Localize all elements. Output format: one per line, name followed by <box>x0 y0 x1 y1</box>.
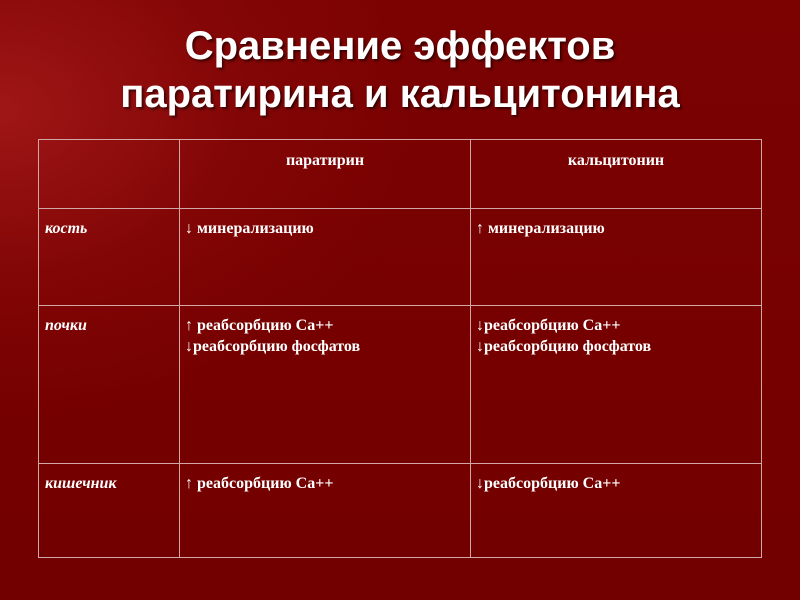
row-label-bone: кость <box>39 209 180 306</box>
row-label-kidneys: почки <box>39 306 180 464</box>
cell-line: ↑ реабсорбцию Са++ <box>185 317 334 334</box>
cell-kidneys-paratyrin <box>180 306 471 464</box>
cell-kidneys-calcitonin <box>471 306 762 464</box>
cell-line: ↑ реабсорбцию Са++ <box>185 475 334 492</box>
header-empty-cell <box>39 140 180 209</box>
cell-line: ↓реабсорбцию фосфатов <box>185 338 361 355</box>
cell-line: ↓реабсорбцию Са++ <box>476 475 621 492</box>
comparison-table <box>38 139 762 558</box>
header-calcitonin: кальцитонин <box>471 140 762 209</box>
cell-bone-paratyrin <box>180 209 471 306</box>
table-row-intestine <box>39 464 762 558</box>
table-row-kidneys <box>39 306 762 464</box>
cell-line: ↓ минерализацию <box>185 220 314 237</box>
cell-intestine-paratyrin <box>180 464 471 558</box>
table-row-bone <box>39 209 762 306</box>
cell-intestine-calcitonin <box>471 464 762 558</box>
table-header-row <box>39 140 762 209</box>
cell-line: ↓реабсорбцию Са++ <box>476 317 621 334</box>
row-label-intestine: кишечник <box>39 464 180 558</box>
slide-title <box>0 22 800 118</box>
cell-line: ↓реабсорбцию фосфатов <box>476 338 652 355</box>
slide-title-line-2: паратирина и кальцитонина <box>120 72 680 116</box>
header-paratyrin: паратирин <box>180 140 471 209</box>
cell-line: ↑ минерализацию <box>476 220 605 237</box>
cell-bone-calcitonin <box>471 209 762 306</box>
slide-title-line-1: Сравнение эффектов <box>184 24 616 68</box>
